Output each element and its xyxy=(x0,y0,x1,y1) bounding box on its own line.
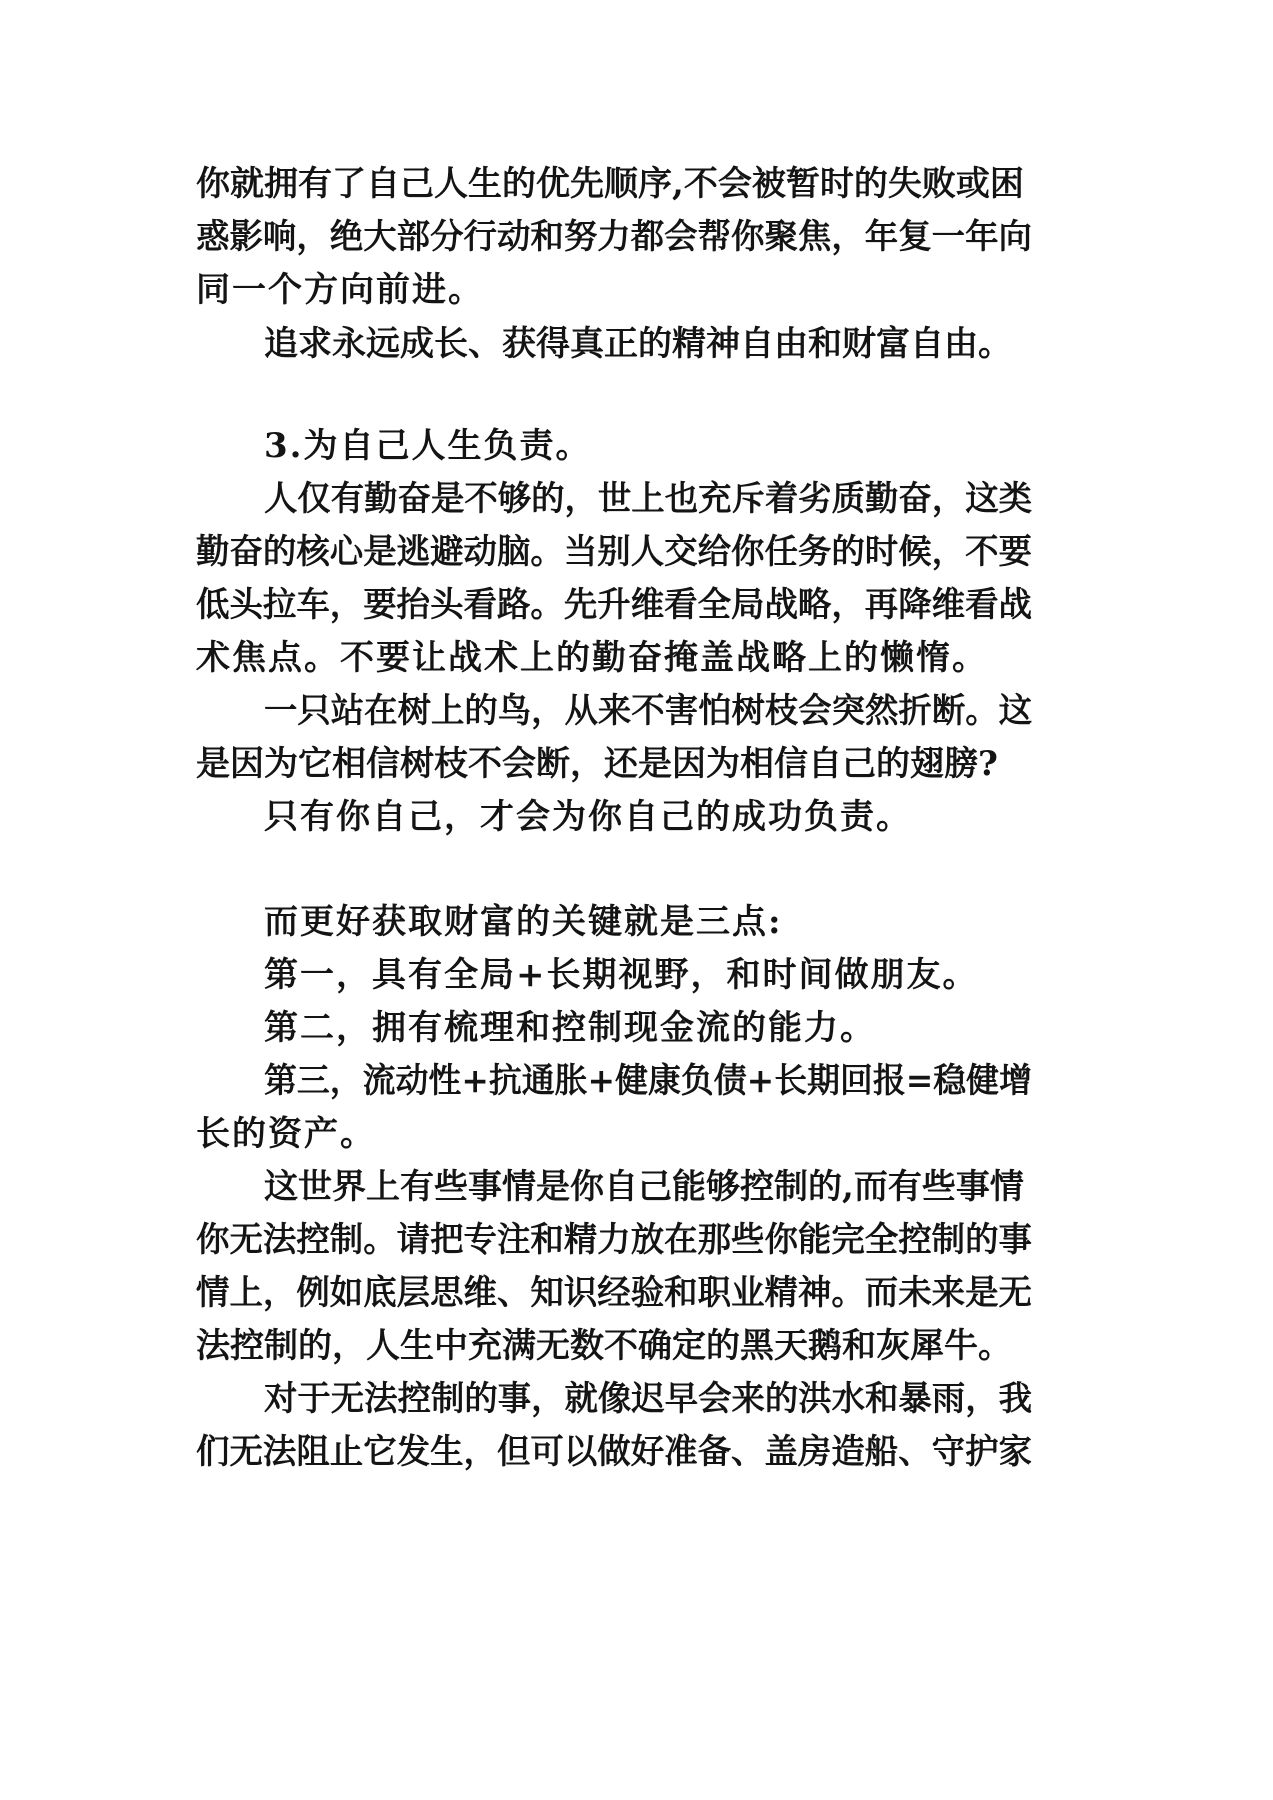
section-heading: 3.为自己人生负责。 xyxy=(264,426,592,466)
text-line: 情上，例如底层思维、知识经验和职业精神。而未来是无 xyxy=(196,1273,1032,1313)
text-line: 们无法阻止它发生，但可以做好准备、盖房造船、守护家 xyxy=(196,1432,1032,1472)
text-line: 术焦点。不要让战术上的勤奋掩盖战略上的懒惰。 xyxy=(196,638,988,678)
text-line: 低头拉车，要抬头看路。先升维看全局战略，再降维看战 xyxy=(196,585,1032,625)
text-line: 这世界上有些事情是你自己能够控制的,而有些事情 xyxy=(264,1167,1024,1207)
text-line: 你就拥有了自己人生的优先顺序,不会被暂时的失败或困 xyxy=(196,164,1024,204)
text-line: 第二，拥有梳理和控制现金流的能力。 xyxy=(264,1008,876,1048)
text-line: 同一个方向前进。 xyxy=(196,270,484,310)
text-line: 一只站在树上的鸟，从来不害怕树枝会突然折断。这 xyxy=(264,691,1032,731)
text-line: 人仅有勤奋是不够的，世上也充斥着劣质勤奋，这类 xyxy=(264,479,1032,519)
text-line: 第一，具有全局+长期视野，和时间做朋友。 xyxy=(264,955,979,995)
text-line: 是因为它相信树枝不会断，还是因为相信自己的翅膀? xyxy=(196,744,998,784)
text-line: 长的资产。 xyxy=(196,1114,376,1154)
text-line: 惑影响，绝大部分行动和努力都会帮你聚焦，年复一年向 xyxy=(196,217,1032,257)
text-line: 只有你自己，才会为你自己的成功负责。 xyxy=(264,797,912,837)
text-line: 法控制的，人生中充满无数不确定的黑天鹅和灰犀牛。 xyxy=(196,1326,1012,1366)
text-line: 对于无法控制的事，就像迟早会来的洪水和暴雨，我 xyxy=(264,1379,1032,1419)
text-line: 第三，流动性+抗通胀+健康负债+长期回报=稳健增 xyxy=(264,1061,1032,1101)
text-line: 而更好获取财富的关键就是三点: xyxy=(264,902,783,942)
text-line: 勤奋的核心是逃避动脑。当别人交给你任务的时候，不要 xyxy=(196,532,1032,572)
text-line: 你无法控制。请把专注和精力放在那些你能完全控制的事 xyxy=(196,1220,1032,1260)
text-line: 追求永远成长、获得真正的精神自由和财富自由。 xyxy=(264,324,1012,364)
